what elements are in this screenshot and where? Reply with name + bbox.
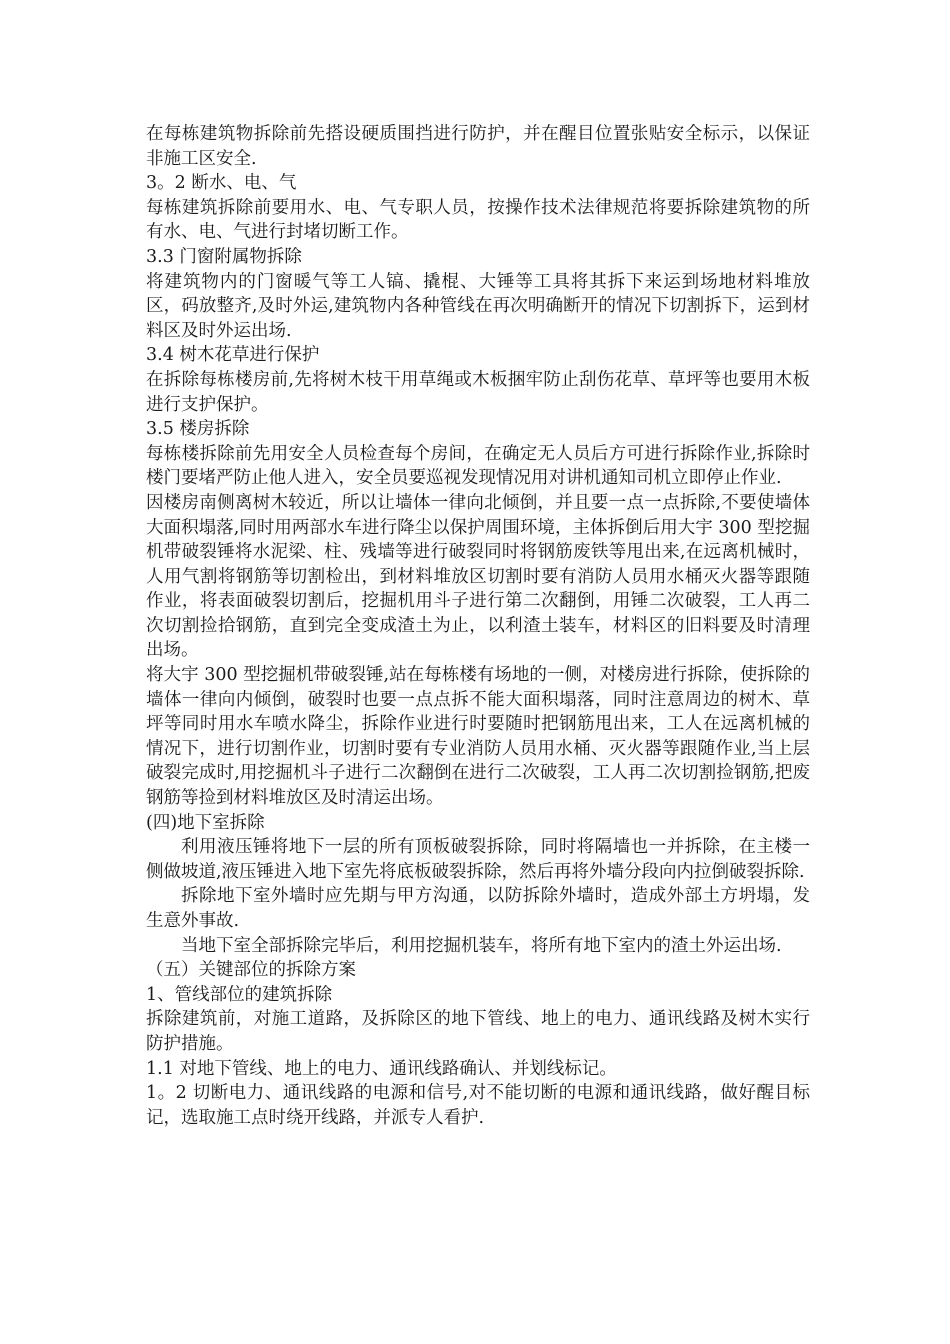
paragraph-wall-collapse: 因楼房南侧离树木较近，所以让墙体一律向北倾倒，并且要一点一点拆除,不要使墙体大面积塌落,同时用两部水车进行降尘以保护周围环境，主体拆倒后用大宇 300 型挖掘机带破裂锤将水泥梁、柱、残墙等进行破裂同时将钢筋废铁等甩出来,在远离机械时，人用气割将钢筋等切割检出，到材料堆放区切割时要有消防人员用水桶灭火器等跟随作业，将表面破裂切割后，挖掘机用斗子进行第二次翻倒，用锤二次破裂，工人再二次切割捡拾钢筋，直到完全变成渣土为止，以利渣土装车，材料区的旧料要及时清理出场。 [146,492,810,661]
paragraph-1-1-line-marking: 1.1 对地下管线、地上的电力、通讯线路确认、并划线标记。 [146,1058,617,1079]
paragraph-cut-utilities: 每栋建筑拆除前要用水、电、气专职人员，按操作技术法律规范将要拆除建筑物的所有水、电、气进行封堵切断工作。 [146,197,810,243]
heading-3-5-building-demolition: 3.5 楼房拆除 [146,419,250,440]
paragraph-doors-windows: 将建筑物内的门窗暖气等工人镐、撬棍、大锤等工具将其拆下来运到场地材料堆放区，码放整齐,及时外运,建筑物内各种管线在再次明确断开的情况下切割拆下，运到材料区及时外运出场. [146,271,810,341]
paragraph-safety-check: 每栋楼拆除前先用安全人员检查每个房间，在确定无人员后方可进行拆除作业,拆除时楼门要堵严防止他人进入，安全员要巡视发现情况用对讲机通知司机立即停止作业. [146,443,810,489]
heading-3-3-doors-windows: 3.3 门窗附属物拆除 [146,246,302,267]
document-body [146,122,810,1130]
heading-3-2-cut-utilities: 3。2 断水、电、气 [146,173,297,194]
paragraph-excavator-demolition: 将大宇 300 型挖掘机带破裂锤,站在每栋楼有场地的一侧，对楼房进行拆除，使拆除的墙体一律向内倾倒，破裂时也要一点点拆不能大面积塌落，同时注意周边的树木、草坪等同时用水车喷水降尘，拆除作业进行时要随时把钢筋甩出来，工人在远离机械的情况下，进行切割作业，切割时要有专业消防人员用水桶、灭火器等跟随作业,当上层破裂完成时,用挖掘机斗子进行二次翻倒在进行二次破裂，工人再二次切割捡钢筋,把废钢筋等捡到材料堆放区及时清运出场。 [146,665,810,809]
paragraph-hydraulic-hammer: 利用液压锤将地下一层的所有顶板破裂拆除，同时将隔墙也一并拆除，在主楼一侧做坡道,液压锤进入地下室先将底板破裂拆除，然后再将外墙分段向内拉倒破裂拆除. [146,837,810,882]
heading-key-parts-plan: （五）关键部位的拆除方案 [146,960,356,981]
heading-basement-demolition: (四)地下室拆除 [146,812,265,833]
paragraph-1-2-cut-power: 1。2 切断电力、通讯线路的电源和信号,对不能切断的电源和通讯线路，做好醒目标记，选取施工点时绕开线路，并派专人看护. [146,1083,810,1128]
paragraph-muck-removal: 当地下室全部拆除完毕后，利用挖掘机装车，将所有地下室内的渣土外运出场. [181,935,782,956]
paragraph-basement-wall: 拆除地下室外墙时应先期与甲方沟通，以防拆除外墙时，造成外部土方坍塌，发生意外事故. [146,886,810,931]
paragraph-enclosure-protection: 在每栋建筑物拆除前先搭设硬质围挡进行防护，并在醒目位置张贴安全标示，以保证非施工区安全. [146,124,810,169]
paragraph-tree-protection: 在拆除每栋楼房前,先将树木枝干用草绳或木板捆牢防止刮伤花草、草坪等也要用木板进行支护保护。 [146,369,810,415]
heading-pipeline-demolition: 1、管线部位的建筑拆除 [146,984,333,1005]
heading-3-4-tree-protection: 3.4 树木花草进行保护 [146,345,320,366]
paragraph-pipeline-protection: 拆除建筑前，对施工道路，及拆除区的地下管线、地上的电力、通讯线路及树木实行防护措施。 [146,1009,810,1054]
